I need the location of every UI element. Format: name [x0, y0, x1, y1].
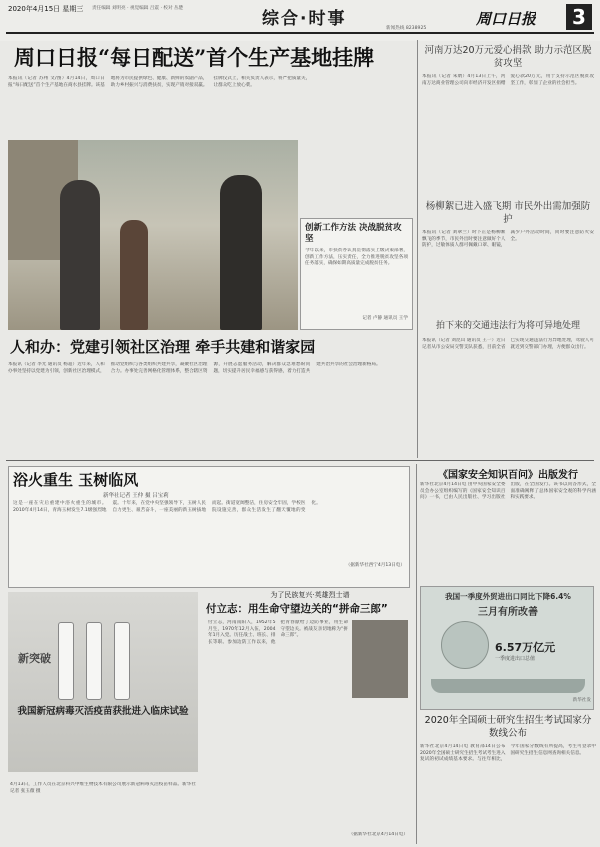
issue-date: 2020年4月15日 星期三 — [8, 5, 84, 13]
trade-note: 一季度进出口总值 — [495, 656, 536, 662]
photo-child — [120, 220, 148, 330]
vaccine-brand: 新突破 — [18, 652, 51, 665]
community-headline: 人和办：党建引领社区治理 牵手共建和谐家园 — [10, 338, 316, 356]
vaccine-vial-1 — [58, 622, 74, 700]
hotline: 新闻热线 8238925 — [386, 26, 427, 31]
book-headline: 《国家安全知识百问》出版发行 — [438, 470, 578, 481]
vaccine-headline: 我国新冠病毒灭活疫苗获批进入临床试验 — [17, 706, 189, 717]
editor-credits: 责任编辑 刘明亮 · 视觉编辑 吕震 · 校对 丛楚 — [92, 6, 184, 11]
yushu-body: 这是一座在灾后重建中浴火重生的城市。2010年4月14日，青海玉树发生7.1级强烈地震。十年来，在党中央坚强领导下，玉树人民自力更生、艰苦奋斗，一座美丽的新玉树拔地而起。街道宽阔整洁，住房安全牢固，学校医院设施完善，群众生活发生了翻天覆地的变化。 — [13, 501, 321, 513]
section-title: 综合·时事 — [262, 9, 347, 29]
trade-big-number: 6.57万亿元 — [495, 641, 556, 654]
vaccine-vial-3 — [114, 622, 130, 700]
trade-graphic — [420, 586, 594, 710]
globe-illustration — [441, 621, 489, 669]
newspaper-logo: 周口日报 — [476, 10, 537, 28]
yushu-byline: 新华社记者 王仲 摄 吕宝莉 — [103, 493, 169, 499]
page-number: 3 — [566, 4, 592, 30]
yushu-headline: 浴火重生 玉树临风 — [13, 471, 139, 489]
yangliu-body: 本报讯（记者 刘翠兰）时下正是杨柳絮飘飞的季节，市民外出时要注意做好个人防护，过敏体质人群可佩戴口罩、眼镜，减少户外活动时间，同时要注意防火安全。 — [422, 230, 594, 249]
lead-body: 本报讯（记者 苏州 文/图）4月14日，周口日报“每日配送”首个生产基地在商水县挂牌。该基地将为市民提供绿色、健康、新鲜的农副产品，助力乡村振兴与消费扶贫，实现产销对接双赢。挂牌仪式上，相关负责人表示，将严把质量关，让群众吃上放心菜。 — [8, 76, 311, 88]
container-ship — [431, 679, 585, 693]
poverty-sidebar — [300, 218, 413, 330]
yangliu-headline: 杨柳絮已进入盛飞期 市民外出需加强防护 — [425, 201, 591, 225]
fu-headline: 付立志：用生命守望边关的“拼命三郎” — [206, 603, 388, 615]
wanda-body: 本报讯（记者 朱婧）4月13日上午，河南万达商业管理公司向市经济开发区捐赠爱心款20万元，用于支持示范区脱贫攻坚工作，彰显了企业的社会担当。 — [422, 74, 594, 86]
traffic-body: 本报讯（记者 刘昆山 通讯员 王一）近日记者从市公安局交警支队获悉，目前全省已实现交通违法行为异地处理，驾驶人可就近到交警部门办理，方便群众出行。 — [422, 338, 594, 350]
vaccine-caption: 4月13日，工作人员在北京科兴中维生物技术有限公司展示新冠病毒灭活疫苗样品。新华社记者 张玉薇 摄 — [10, 782, 196, 794]
lead-photo — [8, 140, 298, 330]
fu-kicker: 为了民族复兴·英雄烈士谱 — [270, 591, 350, 599]
photo-person-left — [60, 180, 100, 330]
trade-headline: 我国一季度外贸进出口同比下降6.4% — [445, 592, 571, 601]
exam-body: 新华社北京4月14日电 教育部14日公布2020年全国硕士研究生招生考试考生进入复试的初试成绩基本要求。与往年相比，今年国家分数线有所提高，考生可登录中国研究生招生信息网查询相关信息。 — [420, 744, 596, 763]
vaccine-photo — [8, 592, 198, 772]
fu-portrait — [352, 620, 408, 698]
column-divider — [417, 40, 418, 458]
masthead — [0, 0, 600, 41]
poverty-sidebar-byline: 记者 卢静 通讯员 王学 — [362, 316, 408, 321]
book-body: 新华社北京4月14日电 由中央国家安全委员会办公室组织编写的《国家安全知识百问》一书，已由人民出版社、学习出版社出版，在全国发行。该书以问答形式，全面准确阐释了总体国家安全观的科学内涵和实践要求。 — [420, 482, 596, 501]
wanda-headline: 河南万达20万元爱心捐款 助力示范区脱贫攻坚 — [424, 45, 592, 69]
trade-subtitle: 三月有所改善 — [478, 607, 538, 618]
fu-source: （据新华社北京4月14日电） — [348, 832, 408, 837]
yushu-source: （据新华社西宁4月13日电） — [345, 563, 405, 568]
photo-person-right — [220, 175, 262, 330]
community-body: 本报讯（记者 李光 通讯员 杨超）近年来，人和办事处坚持以党建为引领，创新社区治理模式，推动党组织与各类组织共建共享，凝聚社区治理合力。办事处完善网格化管理体系，整合辖区资源，开展志愿服务活动，解决群众急难愁盼问题，切实提升居民幸福感与获得感，着力打造共建共治共享的社会治理新格局。 — [8, 362, 381, 374]
column-divider-lower — [416, 464, 417, 844]
lead-headline: 周口日报“每日配送”首个生产基地挂牌 — [14, 45, 375, 70]
poverty-sidebar-title: 创新工作方法 决战脱贫攻坚 — [305, 223, 402, 244]
fu-body: 付立志，河南南阳人，1952年5月生，1970年12月入伍，2004年1月入党。历任战士、班长、排长等职。参加边防工作以来，他把青春献给了边防事业，用生命守望边关。被战友亲切地称为“拼命三郎”。 — [208, 620, 348, 645]
poverty-sidebar-body: 今年以来，市扶贫办认真贯彻落实上级决策部署，创新工作方法，压实责任，全力推进脱贫攻坚各项任务落实，确保如期高质量完成脱贫任务。 — [305, 248, 408, 267]
yushu-feature — [8, 466, 410, 588]
vaccine-vial-2 — [86, 622, 102, 700]
header-rule — [6, 32, 594, 34]
exam-headline: 2020年全国硕士研究生招生考试国家分数线公布 — [424, 715, 592, 739]
trade-source: 新华社发 — [572, 698, 591, 703]
traffic-headline: 拍下来的交通违法行为将可异地处理 — [435, 321, 580, 331]
mid-rule — [6, 460, 594, 461]
